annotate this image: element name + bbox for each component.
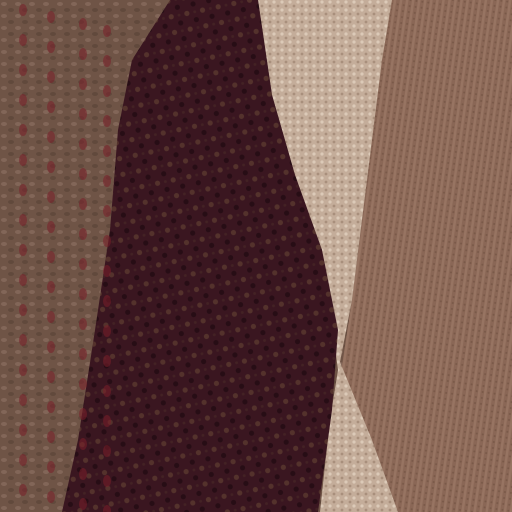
red-knit-dot	[19, 184, 27, 196]
red-knit-dot	[103, 415, 111, 427]
red-knit-dot	[47, 461, 55, 473]
red-knit-dot	[47, 431, 55, 443]
red-knit-dot	[79, 378, 87, 390]
red-knit-dot	[103, 265, 111, 277]
red-knit-dot	[47, 281, 55, 293]
red-knit-dot	[47, 311, 55, 323]
red-knit-dot	[47, 371, 55, 383]
red-knit-dot	[19, 124, 27, 136]
red-knit-dot	[19, 274, 27, 286]
red-knit-dot	[19, 394, 27, 406]
red-knit-dot	[103, 385, 111, 397]
red-knit-dot	[79, 138, 87, 150]
red-knit-dot	[79, 498, 87, 510]
red-knit-dot	[103, 25, 111, 37]
red-knit-dot	[79, 108, 87, 120]
red-knit-dot	[79, 198, 87, 210]
red-knit-dot	[79, 408, 87, 420]
red-knit-dot	[79, 168, 87, 180]
red-knit-dot	[103, 325, 111, 337]
red-knit-dot	[19, 64, 27, 76]
red-knit-dot	[19, 484, 27, 496]
red-knit-dot	[19, 364, 27, 376]
red-knit-dot	[79, 348, 87, 360]
red-knit-dot	[103, 85, 111, 97]
red-knit-dot	[103, 115, 111, 127]
red-knit-dot	[47, 11, 55, 23]
red-knit-dot	[19, 244, 27, 256]
red-knit-dot	[19, 454, 27, 466]
red-knit-dot	[47, 41, 55, 53]
red-knit-dot	[103, 355, 111, 367]
red-knit-dot	[19, 334, 27, 346]
red-knit-dot	[103, 445, 111, 457]
red-knit-dot	[103, 145, 111, 157]
red-knit-dot	[79, 78, 87, 90]
red-knit-dot	[19, 154, 27, 166]
red-knit-dot	[103, 205, 111, 217]
red-knit-dot	[47, 491, 55, 503]
red-knit-dot	[47, 131, 55, 143]
red-knit-dot	[47, 191, 55, 203]
red-knit-dot	[19, 424, 27, 436]
red-knit-dot	[19, 94, 27, 106]
red-knit-dot	[19, 214, 27, 226]
red-knit-dot	[47, 401, 55, 413]
red-knit-dot	[103, 235, 111, 247]
red-knit-dot	[79, 48, 87, 60]
red-knit-dot	[103, 175, 111, 187]
red-knit-dot	[47, 341, 55, 353]
red-knit-dot	[47, 71, 55, 83]
red-knit-dot	[103, 55, 111, 67]
red-knit-dot	[19, 4, 27, 16]
red-knit-dot	[79, 438, 87, 450]
red-knit-dot	[19, 304, 27, 316]
red-knit-dot	[79, 228, 87, 240]
red-knit-dot	[47, 161, 55, 173]
red-knit-dot	[79, 468, 87, 480]
red-knit-dot	[19, 34, 27, 46]
red-knit-dot	[103, 475, 111, 487]
red-knit-dot	[47, 251, 55, 263]
red-knit-dot	[79, 288, 87, 300]
red-knit-dot	[79, 258, 87, 270]
red-knit-dot	[103, 295, 111, 307]
red-knit-dot	[79, 18, 87, 30]
red-knit-dot	[47, 101, 55, 113]
red-knit-dot	[47, 221, 55, 233]
red-knit-dot	[79, 318, 87, 330]
